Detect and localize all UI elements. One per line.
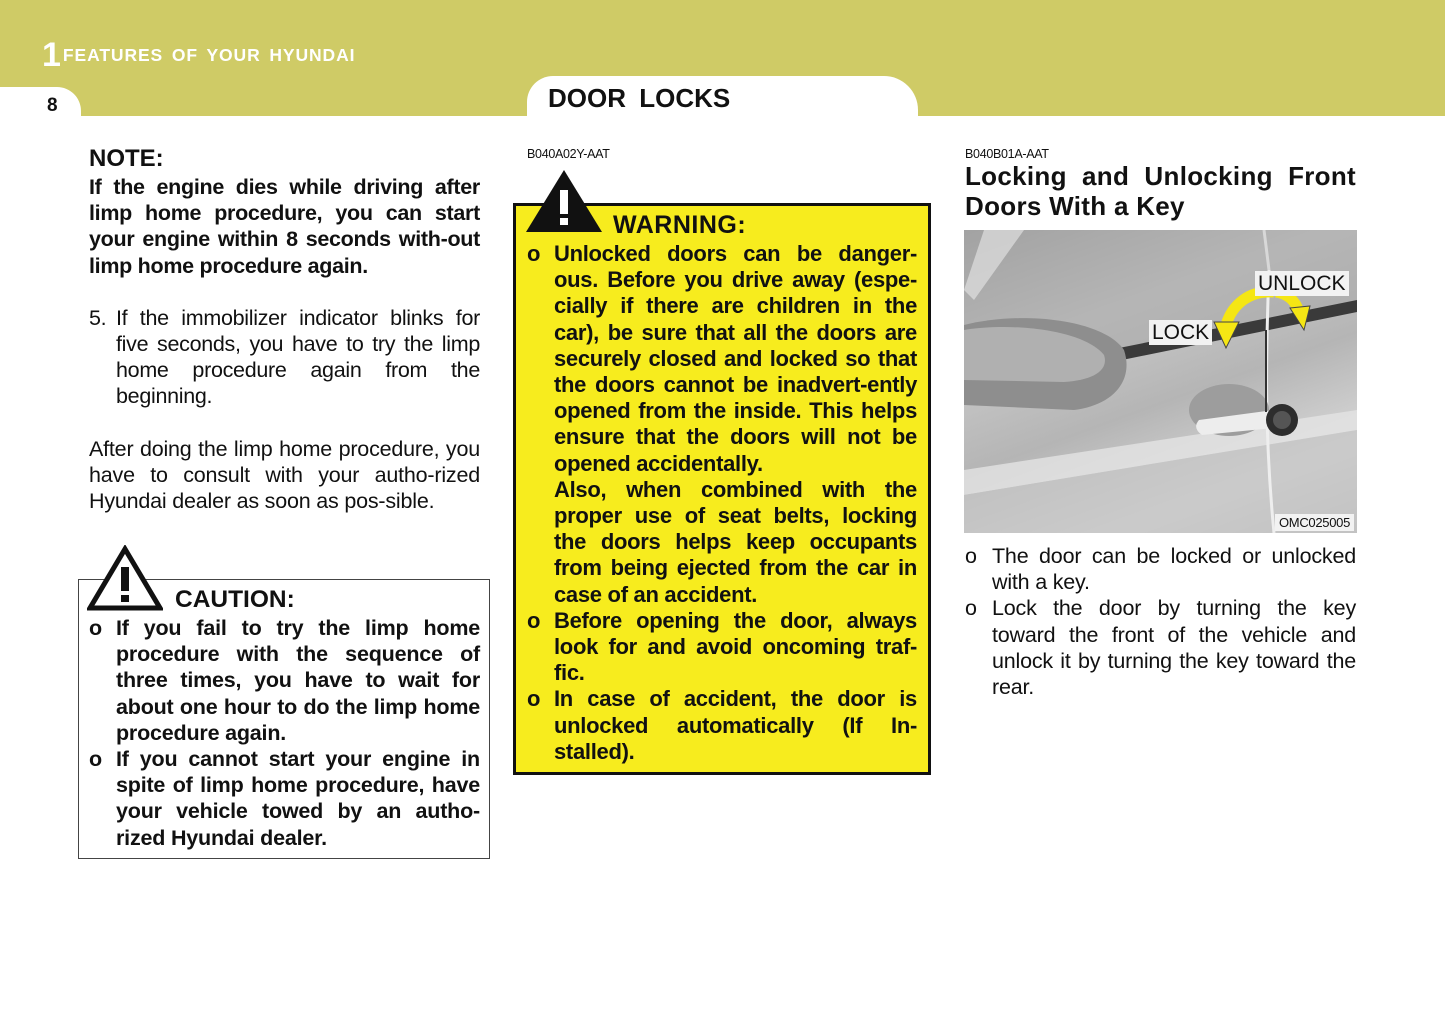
caution-list bbox=[89, 615, 480, 851]
key-lock-item-text: Lock the door by turning the key toward the front of the vehicle and unlock it by turning the key toward the rear. bbox=[992, 596, 1356, 700]
page-number: 8 bbox=[47, 95, 58, 116]
page-number-tab bbox=[0, 87, 81, 121]
chapter-header bbox=[42, 36, 356, 74]
bullet: o bbox=[965, 596, 977, 621]
key-lock-list bbox=[965, 543, 1356, 700]
warning-heading: WARNING: bbox=[613, 211, 747, 239]
warning-item-text: In case of accident, the door is unlocked automatically (If In-stalled). bbox=[554, 686, 917, 764]
warning-item-text: Unlocked doors can be danger-ous. Before you drive away (espe-cially if there are children in the car), be sure that all the doors are securely closed and locked so that the doors cannot be inadvert-ently opened from the inside. This helps ensure that the doors will not be opened accidentally. bbox=[554, 241, 917, 476]
door-lock-illustration bbox=[964, 230, 1357, 533]
left-column bbox=[89, 144, 480, 514]
key-lock-item bbox=[965, 595, 1356, 700]
key-lock-item bbox=[965, 543, 1356, 595]
section-heading: Locking and Unlocking Front Doors With a Key bbox=[965, 161, 1356, 221]
step-number: 5. bbox=[89, 305, 107, 330]
note-body: If the engine dies while driving after limp home procedure, you can start your engine within 8 seconds with-out limp home procedure again. bbox=[89, 175, 480, 278]
section-code: B040B01A-AAT bbox=[965, 147, 1049, 161]
bullet: o bbox=[965, 544, 977, 568]
warning-triangle-filled-icon bbox=[526, 170, 602, 232]
caution-heading: CAUTION: bbox=[175, 586, 295, 613]
lock-label: LOCK bbox=[1149, 320, 1212, 345]
caution-item bbox=[89, 746, 480, 851]
caution-item bbox=[89, 615, 480, 746]
warning-item bbox=[527, 608, 917, 687]
bullet: o bbox=[89, 747, 102, 772]
chapter-title: FEATURES OF YOUR HYUNDAI bbox=[62, 45, 356, 65]
key-lock-item-text: The door can be locked or unlocked with a key. bbox=[992, 544, 1356, 595]
warning-item-text: Before opening the door, always look for and avoid oncoming traf-fic. bbox=[554, 607, 917, 686]
note-heading: NOTE: bbox=[89, 145, 164, 172]
step-item bbox=[89, 305, 480, 410]
warning-triangle-outline-icon bbox=[87, 545, 163, 611]
unlock-label: UNLOCK bbox=[1255, 271, 1349, 296]
section-code: B040A02Y-AAT bbox=[527, 147, 610, 161]
bullet: o bbox=[527, 241, 541, 266]
bullet: o bbox=[527, 607, 541, 633]
warning-item bbox=[527, 686, 917, 765]
step-text: If the immobilizer indicator blinks for five seconds, you have to try the limp home procedure again from the beginning. bbox=[116, 305, 480, 409]
warning-item-continuation: Also, when combined with the proper use of seat belts, locking the doors helps keep occupants from being ejected from the car in case of an accident. bbox=[554, 476, 917, 607]
figure-code: OMC025005 bbox=[1275, 514, 1354, 531]
page-title: DOOR LOCKS bbox=[548, 83, 731, 113]
caution-item-text: If you cannot start your engine in spite of limp home procedure, have your vehicle towed by an autho-rized Hyundai dealer. bbox=[116, 747, 480, 850]
warning-item bbox=[527, 241, 917, 477]
after-procedure-paragraph: After doing the limp home procedure, you have to consult with your autho-rized Hyundai dealer as soon as pos-sible. bbox=[89, 436, 480, 514]
bullet: o bbox=[527, 686, 541, 712]
bullet: o bbox=[89, 616, 102, 640]
caution-item-text: If you fail to try the limp home procedure with the sequence of three times, you have to wait for about one hour to do the limp home procedure again. bbox=[116, 616, 480, 745]
warning-list bbox=[527, 241, 917, 765]
chapter-number: 1 bbox=[42, 36, 60, 74]
